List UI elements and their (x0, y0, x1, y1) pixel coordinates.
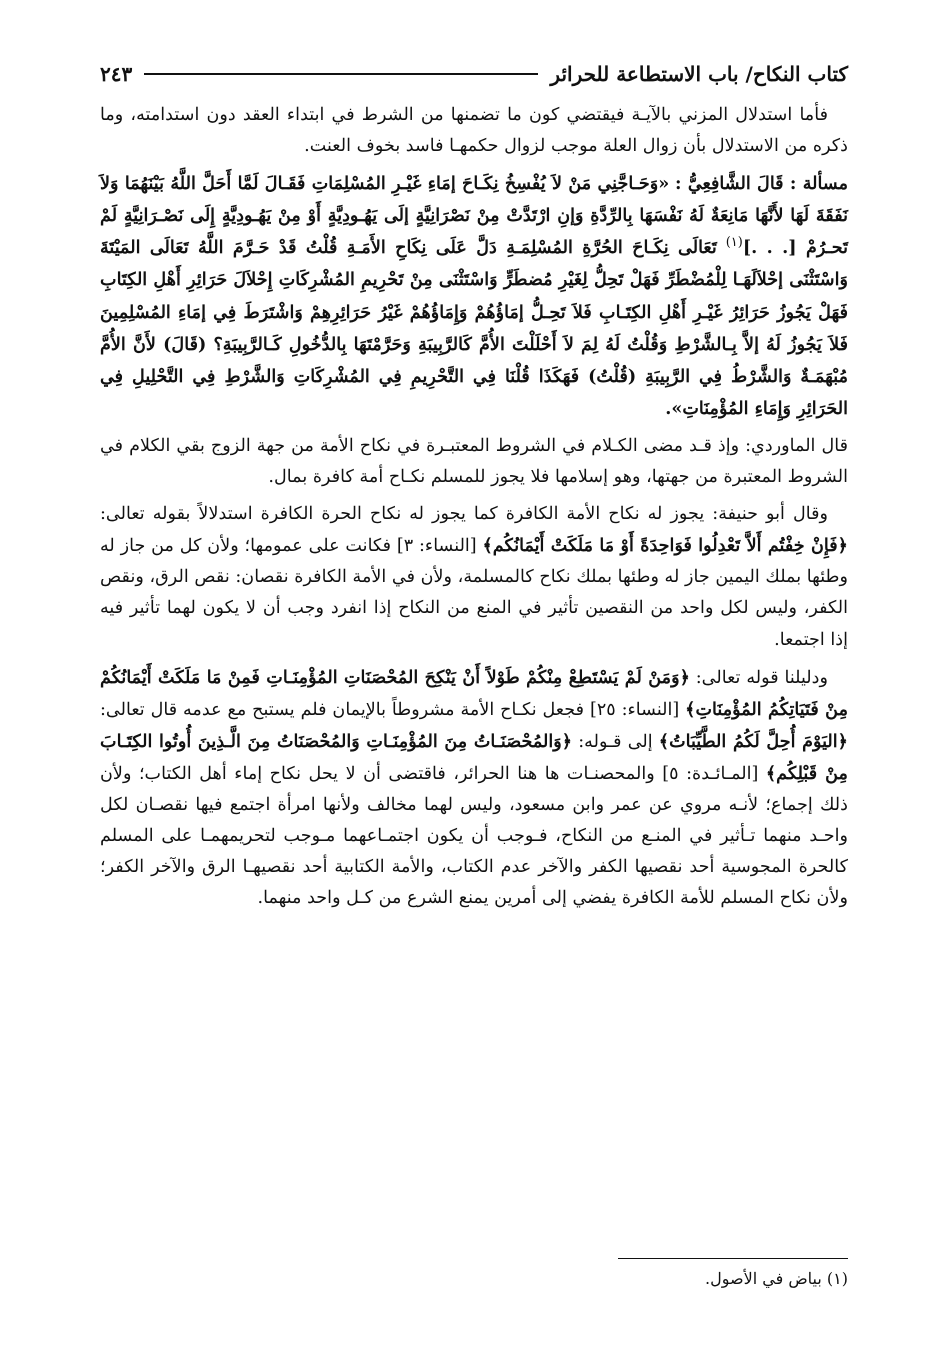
paragraph-5-text-c: [المـائـدة: ٥] والمحصنـات ها هنا الحرائر، فاقتضى أن لا يحل نكاح إماء أهل الكتاب؛ ولأن ذلك إجماع؛ لأنـه مروي عن عمر وابن مسعود، وليس لهما مخالف ولأنها امرأة اجتمع فيها نقصـان لكل واحـد منهما تـأثير في المنـع من النكاح، فـوجب أن يكون اجتمـاعهما مـوجب لتحريمهمـا على المسلم كالحرة المجوسية أحد نقصيها الكفر والآخر عدم الكتاب، والأمة الكتابية أحد نقصيهـا الرق والآخر الكفر؛ ولأن نكاح المسلم للأمة الكافرة يفضي إلى أمرين يمنع الشرع من كـل واحد منهما. (100, 763, 848, 909)
shafii-quote: «وَحَـاجَّنِي مَنْ لاَ يُفْسِخُ نِكَـاحَ إمَاءِ غَيْـرِ المُسْلِمَاتِ فَقَـالَ لَمَّا أَحَلَّ اللَّهُ بَيْنَهُمَا وَلاَ نَفَقَةَ لَهَا لأَنَّهَا مَانِعَةٌ لَهُ نَفْسَهَا بِالرِّدَّةِ وَإنِ ارْتَدَّتْ مِنْ نَصْرَانِيَّةٍ إلَى يَهُـودِيَّةٍ أَوْ مِنْ يَهُـودِيَّةٍ إِلَى نَصْـرَانِيَّةٍ لَمْ تَحـرُمْ [. . .] (100, 173, 849, 259)
paragraph-5 (100, 662, 848, 915)
footnote: (١) بياض في الأصول. (705, 1269, 848, 1288)
paragraph-3-text: قال الماوردي: وإذ قـد مضى الكـلام في الشروط المعتبـرة في نكاح الأمة من جهة الزوج بقي الكلام في الشروط المعتبرة من جهتها، وهو إسلامها فلا يجوز للمسلم نكـاح أمة كافرة بمال. (100, 435, 848, 488)
paragraph-5-text-b: إلى قـوله: (578, 731, 653, 752)
running-header (100, 56, 848, 92)
shafii-quote-cont: تَعَالَى نِكَـاحَ الحُرَّةِ المُسْلِمَـةِ دَلَّ عَلَى نِكَاحِ الأَمَـةِ قُلْتُ قَدْ حَـرَّمَ اللَّهُ تَعَالَى المَيْتَةَ وَاسْتَثْنَى إحْلاَلَهَـا لِلْمُضْطَرِّ فَهَلْ تَحِلُّ لِغَيْرِ مُضطَرٍّ وَاسْتَثْنَى مِنْ تَحْرِيمِ المُشْرِكَاتِ إِحْلاَلَ حَرَائِرِ أَهْلِ الكِتَابِ فَهَلْ يَجُوزُ حَرَائِرُ غَيْـرِ أَهْلِ الكِتَـابِ فَلاَ تَحِـلُّ إمَاؤُهُمْ وَإِمَاؤُهُمْ غَيْرُ حَرَائِرِهِمْ وَاشْتَرَطَ فِي إمَاءِ المُسْلِمِينَ فَلاَ يَجُوزُ لَهُ إلاَّ بِـالشَّرْطِ وَقُلْتُ لَهُ لِمَ لاَ أَحْلَلْتَ الأُمَّ كَالرَّبِيبَةِ وَحَرَّمْتَهَا بِالدُّخُولِ كَـالرَّبِيبَةِ؟ (قَالَ) لأَنَّ الأُمَّ مُبْهَمَـةٌ وَالشَّرْطُ فِي الرَّبِيبَةِ (قُلْتُ) فَهَكَذَا قُلْنَا فِي التَّحْرِيمِ فِي المُشْرِكَاتِ وَالشَّرْطِ فِي التَّحْلِيلِ فِي الحَرَائِرِ وَإِمَاءِ المُؤْمِنَاتِ». (100, 237, 848, 419)
masala-label: مسألة : قَالَ الشَّافِعِيُّ : (675, 173, 848, 195)
paragraph-1 (100, 100, 848, 162)
header-rule (144, 73, 538, 75)
quran-quote-maida-5b: ﴿وَالمُحْصَنَـاتُ مِنَ المُؤْمِنَـاتِ وَالمُحْصَنَاتُ مِنَ الَّـذِينَ أُوتُوا الكِتَـابَ مِنْ قَبْلِكُم﴾ (100, 730, 848, 784)
paragraph-4 (100, 499, 848, 655)
header-title: كتاب النكاح/ باب الاستطاعة للحرائر (550, 62, 848, 86)
footnote-rule (618, 1258, 848, 1259)
quran-quote-nisa-25: ﴿وَمَنْ لَمْ يَسْتَطِعْ مِنْكُمْ طَوْلاً أَنْ يَنْكِحَ المُحْصَنَاتِ المُؤْمِنَـاتِ فَمِنْ مَا مَلَكَتْ أَيْمَانُكُمْ مِنْ فَتَيَاتِكُمُ المُؤْمِنَاتِ﴾ (100, 666, 848, 720)
paragraph-5-text-a: [النساء: ٢٥] فجعل نكـاح الأمة مشروطاً بالإيمان فلم يستبح مع عدمه قال تعالى: (100, 699, 680, 720)
paragraph-4-intro: وقال أبو حنيفة: يجوز له نكاح الأمة الكافرة كما يجوز له نكاح الحرة الكافرة استدلالاً بقوله تعالى: (100, 504, 828, 525)
page-number: ٢٤٣ (100, 62, 133, 86)
footnote-ref-1: (١) (725, 235, 743, 251)
paragraph-2 (100, 168, 848, 425)
quran-quote-nisa-3: ﴿فَإِنْ خِفْتُم أَلاَّ تَعْدِلُوا فَوَاحِدَةً أَوْ مَا مَلَكَتْ أَيْمَانُكُم﴾ (482, 535, 848, 557)
body-text (100, 100, 848, 920)
paragraph-3 (100, 431, 848, 493)
paragraph-5-intro: ودليلنا قوله تعالى: (695, 667, 828, 688)
paragraph-1-text: فأما استدلال المزني بالآيـة فيقتضي كون ما تضمنها من الشرط في ابتداء العقد دون استدامته، وما ذكره من الاستدلال بأن زوال العلة موجب لزوال حكمهـا فاسد بخوف العنت. (100, 105, 848, 157)
paragraph-4-text: [النساء: ٣] فكانت على عمومها؛ ولأن كل من جاز له وطئها بملك اليمين جاز له وطئها بملك نكاح كالمسلمة، ولأن في الأمة الكافرة نقصان: نقص الرق، ونقص الكفر، وليس لكل واحد من النقصين تأثير في المنع من النكاح إذا انفرد وجب أن لا يكون لهما تأثير فيه إذا اجتمعا. (100, 536, 849, 650)
quran-quote-maida-5a: ﴿اليَوْمَ أُحِلَّ لَكُمُ الطَّيِّبَاتُ﴾ (658, 730, 848, 752)
